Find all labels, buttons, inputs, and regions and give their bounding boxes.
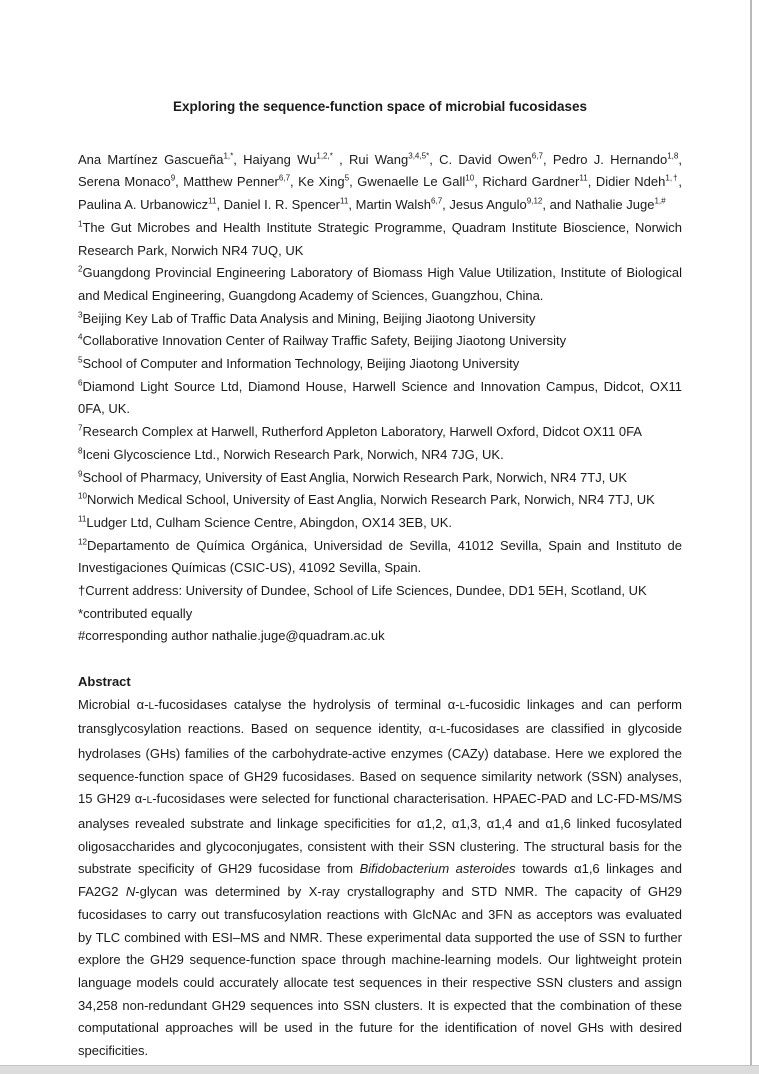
author-affiliation-superscript: 11 bbox=[340, 196, 349, 206]
author bbox=[78, 197, 224, 212]
affiliation bbox=[78, 444, 682, 467]
note-prefix: * bbox=[78, 605, 84, 621]
author-affiliation-superscript: 6,7 bbox=[430, 196, 443, 206]
author-separator: , bbox=[332, 151, 349, 167]
author-affiliation-superscript: 11 bbox=[208, 196, 217, 206]
affiliation bbox=[78, 330, 682, 353]
author bbox=[356, 197, 450, 212]
affiliation-number: 6 bbox=[78, 378, 83, 388]
author-separator: , bbox=[233, 151, 244, 167]
abstract-segment: Bifidobacterium asteroides bbox=[359, 861, 516, 877]
author-separator: , bbox=[678, 151, 683, 167]
author-affiliation-superscript: 3,4,5* bbox=[408, 151, 430, 161]
author bbox=[78, 174, 183, 189]
author-separator: , bbox=[175, 174, 184, 190]
author-separator: , bbox=[542, 151, 553, 167]
author bbox=[439, 152, 553, 167]
abstract-text bbox=[78, 694, 682, 1063]
author-list bbox=[78, 149, 682, 217]
author bbox=[349, 152, 439, 167]
note-text: Current address: University of Dundee, School of Life Sciences, Dundee, DD1 5EH, Scotland, UK bbox=[85, 583, 647, 599]
author bbox=[553, 152, 682, 167]
page-right-edge bbox=[750, 0, 752, 1065]
abstract-segment: L bbox=[148, 700, 155, 712]
affiliation bbox=[78, 376, 682, 421]
affiliation bbox=[78, 489, 682, 512]
affiliation-number: 7 bbox=[78, 423, 83, 433]
affiliation-number: 1 bbox=[78, 219, 83, 229]
author-name: Gwenaelle Le Gall bbox=[357, 174, 466, 190]
note-prefix: # bbox=[78, 628, 86, 644]
affiliation-number: 8 bbox=[78, 446, 83, 456]
abstract-segment: L bbox=[146, 795, 153, 807]
affiliation-text: The Gut Microbes and Health Institute Strategic Programme, Quadram Institute Bioscience, Norwich Research Park, Norwich NR4 7UQ, UK bbox=[78, 219, 682, 258]
author-affiliation-superscript: 11 bbox=[579, 174, 588, 184]
author bbox=[183, 174, 298, 189]
paper-title: Exploring the sequence-function space of microbial fucosidases bbox=[172, 99, 588, 114]
author bbox=[243, 152, 349, 167]
author-separator: , bbox=[216, 197, 224, 213]
affiliation bbox=[78, 353, 682, 376]
note bbox=[78, 603, 682, 626]
author bbox=[449, 197, 575, 212]
author-separator: , bbox=[678, 174, 682, 190]
author-separator: , bbox=[349, 174, 358, 190]
author bbox=[298, 174, 357, 189]
author-name: C. David Owen bbox=[439, 151, 532, 167]
affiliation bbox=[78, 421, 682, 444]
abstract-segment: L bbox=[459, 700, 466, 712]
author-affiliation-superscript: 1,* bbox=[223, 151, 234, 161]
abstract-segment: -glycan was determined by X-ray crystallography and STD NMR. The capacity of GH29 fucosidases to carry out transfucosylation reactions with GlcNAc and 3FN as acceptors was evaluated by TLC combined with ESI–MS and NMR. These experimental data supported the use of SSN to further explore the GH29 sequence-function space through machine-learning models. Our lightweight protein language models could accurately allocate test sequences in their respective SSN clusters and assign 34,258 non-redundant GH29 sequences into SSN clusters. It is expected that the combination of these computational approaches will be used in the future for the identification of novel GHs with desired specificities. bbox=[78, 884, 682, 1059]
author-name: Didier Ndeh bbox=[595, 174, 666, 190]
author-name: Richard Gardner bbox=[482, 174, 580, 190]
author bbox=[482, 174, 595, 189]
affiliation bbox=[78, 535, 682, 580]
affiliation-number: 12 bbox=[78, 537, 87, 547]
note-prefix: † bbox=[78, 583, 86, 599]
author-separator: , bbox=[290, 174, 299, 190]
page-bottom-edge bbox=[0, 1065, 759, 1074]
page-content bbox=[78, 96, 682, 1063]
affiliation-number: 4 bbox=[78, 333, 83, 342]
note-text: contributed equally bbox=[83, 605, 193, 621]
abstract-segment: -fucosidases were selected for functional characterisation. HPAEC-PAD and LC-FD-MS/MS analyses revealed substrate and linkage specificities for α1,2, α1,3, α1,4 and α1,6 linked fucosylated oligosaccharides and glycoconjugates, consistent with their SSN clustering. The structural basis for the substrate specificity of GH29 fucosidase from bbox=[78, 791, 682, 877]
abstract-segment: towards α1,6 linkages and FA2G2 bbox=[78, 861, 682, 900]
author-separator: , and bbox=[542, 197, 575, 213]
affiliation-number: 10 bbox=[78, 491, 87, 501]
author-name: Ana Martínez Gascueña bbox=[78, 151, 224, 167]
affiliation-text: Research Complex at Harwell, Rutherford Appleton Laboratory, Harwell Oxford, Didcot OX11 0FA bbox=[82, 424, 642, 440]
abstract-segment: -fucosidic linkages and can perform transglycosylation reactions. Based on sequence identity, α- bbox=[78, 696, 682, 737]
author bbox=[596, 174, 682, 189]
abstract-segment: -fucosidases catalyse the hydrolysis of terminal α- bbox=[154, 696, 460, 712]
author-name: Martin Walsh bbox=[355, 197, 431, 213]
author-affiliation-superscript: 1,2,* bbox=[316, 151, 333, 161]
author-name: Matthew Penner bbox=[183, 174, 279, 190]
abstract-heading: Abstract bbox=[78, 673, 131, 689]
affiliation bbox=[78, 467, 682, 490]
author-name: Pedro J. Hernando bbox=[552, 151, 668, 167]
author bbox=[78, 152, 243, 167]
author-affiliation-superscript: 6,7 bbox=[278, 174, 291, 184]
affiliation bbox=[78, 217, 682, 262]
author-affiliation-superscript: 5 bbox=[344, 174, 350, 184]
abstract-segment: L bbox=[440, 725, 447, 737]
author-affiliation-superscript: 9 bbox=[170, 174, 176, 184]
note-text: corresponding author nathalie.juge@quadram.ac.uk bbox=[85, 628, 385, 644]
author-affiliation-superscript: 1,8 bbox=[667, 151, 679, 161]
author-name: Rui Wang bbox=[349, 151, 409, 167]
author-affiliation-superscript: 6,7 bbox=[531, 151, 543, 161]
affiliation-text: School of Computer and Information Technology, Beijing Jiaotong University bbox=[82, 356, 520, 372]
abstract-segment: Microbial α- bbox=[78, 696, 149, 712]
author bbox=[575, 197, 666, 212]
author-name: Daniel I. R. Spencer bbox=[223, 197, 341, 213]
author-affiliation-superscript: 1,# bbox=[654, 196, 666, 206]
author bbox=[357, 174, 482, 189]
affiliation-list bbox=[78, 217, 682, 580]
affiliation-number: 11 bbox=[78, 514, 87, 524]
note bbox=[78, 625, 682, 648]
affiliation-number: 9 bbox=[78, 469, 83, 479]
affiliation bbox=[78, 308, 682, 331]
author-separator: , bbox=[348, 197, 356, 213]
affiliation-text: Norwich Medical School, University of East Anglia, Norwich Research Park, Norwich, NR4 7TJ, UK bbox=[86, 492, 655, 508]
affiliation-text: Iceni Glycoscience Ltd., Norwich Research Park, Norwich, NR4 7JG, UK. bbox=[82, 446, 504, 462]
abstract-segment: N bbox=[125, 884, 136, 900]
note bbox=[78, 580, 682, 603]
author-separator: , bbox=[429, 151, 440, 167]
author-name: Jesus Angulo bbox=[449, 197, 527, 213]
author-affiliation-superscript: 9,12 bbox=[526, 196, 543, 206]
abstract-segment: -fucosidases are classified in glycoside hydrolases (GHs) families of the carbohydrate-active enzymes (CAZy) database. Here we explored the sequence-function space of GH29 fucosidases. Based on sequence similarity network (SSN) analyses, 15 GH29 α- bbox=[78, 721, 682, 807]
affiliation-text: School of Pharmacy, University of East Anglia, Norwich Research Park, Norwich, NR4 7TJ, UK bbox=[82, 469, 627, 485]
author-affiliation-superscript: 10 bbox=[465, 174, 475, 184]
note-list bbox=[78, 580, 682, 648]
affiliation-text: Beijing Key Lab of Traffic Data Analysis and Mining, Beijing Jiaotong University bbox=[82, 310, 536, 326]
author-name: Nathalie Juge bbox=[574, 197, 655, 213]
author-name: Ke Xing bbox=[298, 174, 345, 190]
affiliation-text: Departamento de Química Orgánica, Universidad de Sevilla, 41012 Sevilla, Spain and Instituto de Investigaciones Químicas (CSIC-US), 41092 Sevilla, Spain. bbox=[78, 537, 682, 576]
author-separator: , bbox=[587, 174, 596, 190]
affiliation-number: 5 bbox=[78, 355, 83, 365]
affiliation-text: Guangdong Provincial Engineering Laboratory of Biomass High Value Utilization, Institute of Biological and Medical Engineering, Guangdong Academy of Sciences, Guangzhou, China. bbox=[78, 265, 682, 303]
author-name: Serena Monaco bbox=[78, 174, 171, 190]
affiliation-text: Ludger Ltd, Culham Science Centre, Abingdon, OX14 3EB, UK. bbox=[86, 514, 453, 530]
affiliation-number: 2 bbox=[78, 264, 83, 274]
author-name: Paulina A. Urbanowicz bbox=[78, 197, 209, 213]
author bbox=[224, 197, 356, 212]
affiliation-number: 3 bbox=[78, 310, 83, 320]
author-separator: , bbox=[442, 197, 450, 213]
author-affiliation-superscript: 1,† bbox=[665, 174, 679, 184]
author-separator: , bbox=[474, 174, 483, 190]
affiliation-text: Diamond Light Source Ltd, Diamond House, Harwell Science and Innovation Campus, Didcot, OX11 0FA, UK. bbox=[78, 378, 682, 417]
affiliation-text: Collaborative Innovation Center of Railway Traffic Safety, Beijing Jiaotong University bbox=[82, 333, 567, 349]
affiliation bbox=[78, 262, 682, 307]
author-name: Haiyang Wu bbox=[243, 151, 317, 167]
affiliation bbox=[78, 512, 682, 535]
